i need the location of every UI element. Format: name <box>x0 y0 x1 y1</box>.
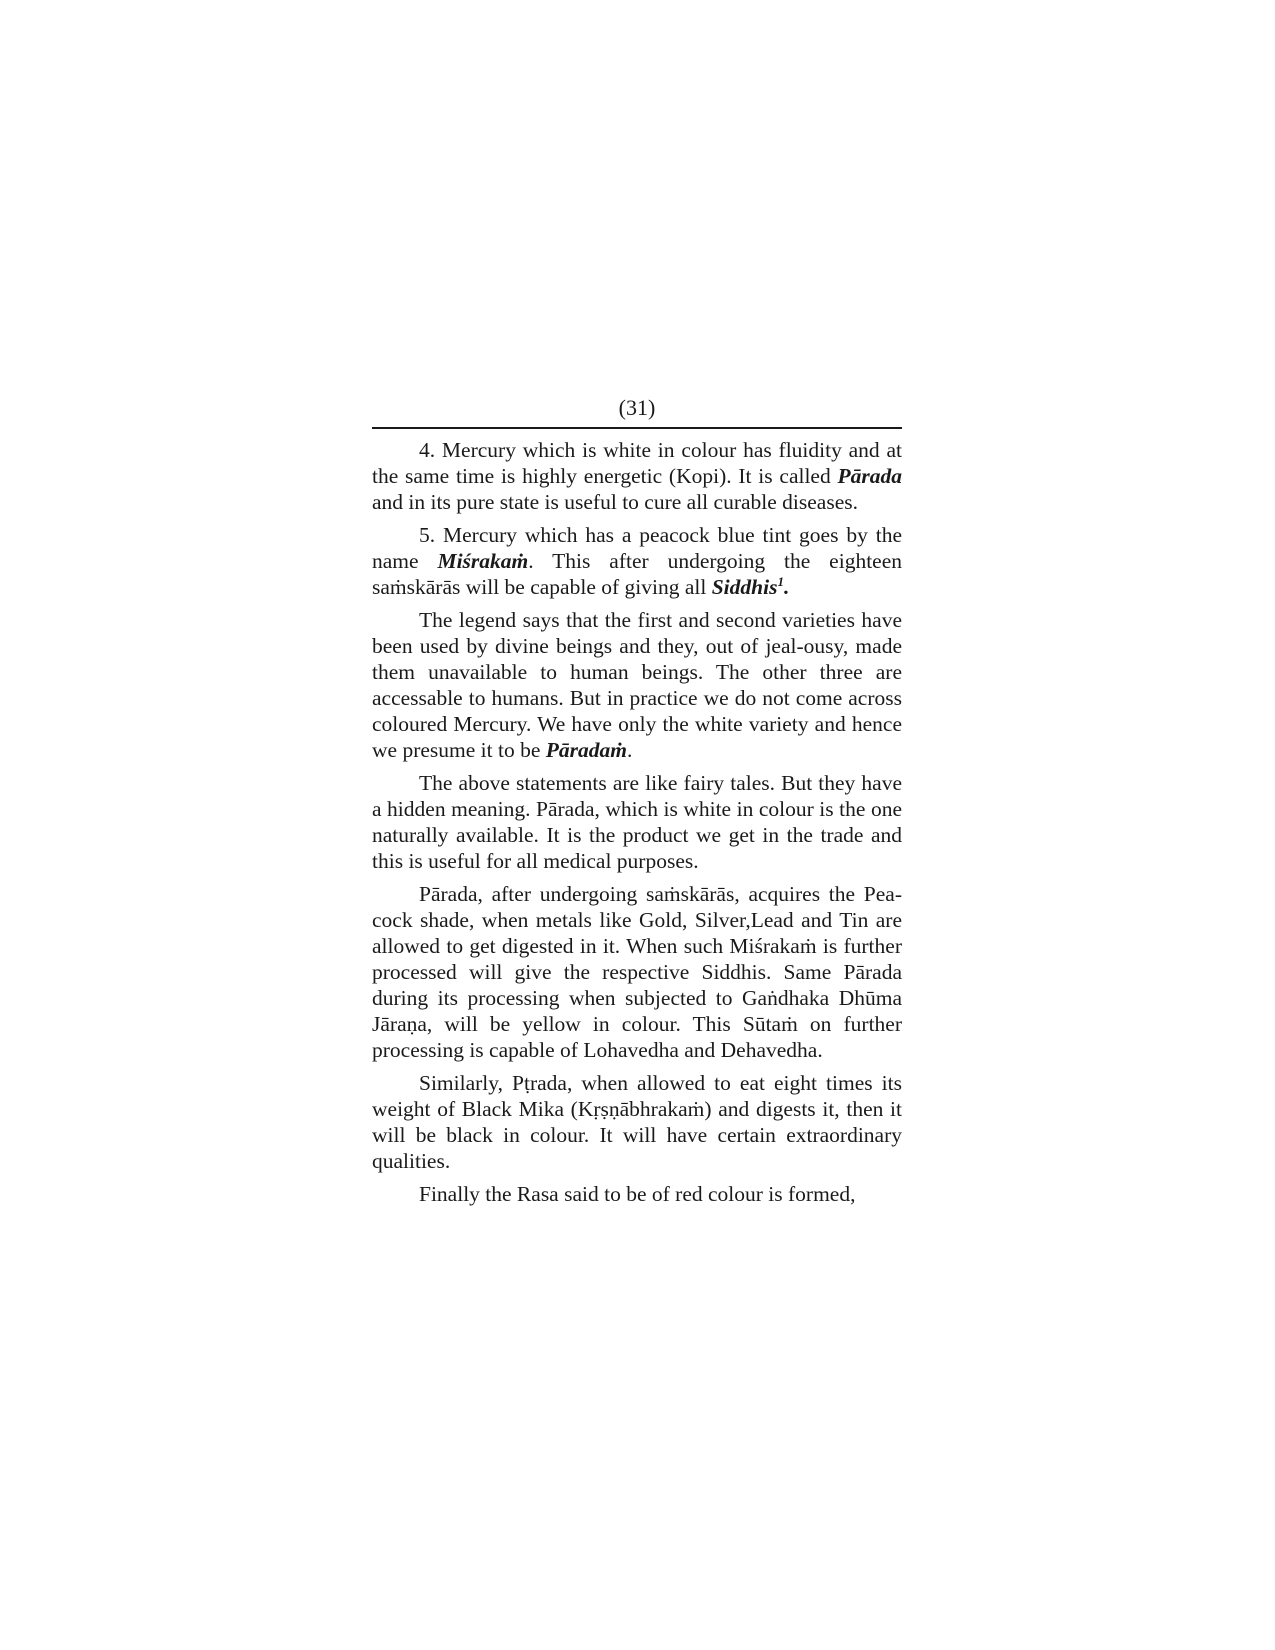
term-paradam: Pāradaṁ <box>545 738 627 762</box>
page-number: (31) <box>618 395 656 420</box>
text-run: . This after undergoing the eighteen saṁskārās will be capable of giving all <box>372 549 903 599</box>
text-run: Similarly, Pṭrada, when allowed to eat eight times its weight of Black Mika (Kṛṣṇābhrakaṁ) and digests it, then it will be black in colour. It will have certain extraordinary qualities. <box>372 1071 902 1173</box>
text-run: Pārada, after undergoing saṁskārās, acquires the Pea-cock shade, when metals like Gold, Silver,Lead and Tin are allowed to get digested in it. When such Miśrakaṁ is further processed will give the respective Siddhis. Same Pārada during its processing when subjected to Gaṅdhaka Dhūma Jāraṇa, will be yellow in colour. This Sūtaṁ on further processing is capable of Lohavedha and Dehavedha. <box>372 882 902 1062</box>
footnote-marker: 1 <box>777 573 784 589</box>
paragraph-samskaras <box>372 881 902 1063</box>
text-run: 5. Mercury which has a peacock blue tint goes by the name <box>372 523 902 573</box>
text-run: The legend says that the first and second varieties have been used by divine beings and they, out of jeal-ousy, made them unavailable to human beings. The other three are accessable to humans. But in practice we do not come across coloured Mercury. We have only the white variety and hence we presume it to be <box>372 608 902 762</box>
text-run: The above statements are like fairy tales. But they have a hidden meaning. Pārada, which is white in colour is the one naturally available. It is the product we get in the trade and this is useful for all medical purposes. <box>372 771 902 873</box>
text-column <box>372 437 902 1214</box>
term-parada: Pārada <box>837 464 902 488</box>
text-run: and in its pure state is useful to cure all curable diseases. <box>372 490 858 514</box>
paragraph-mercury-4 <box>372 437 902 515</box>
text-run: . <box>783 575 790 599</box>
text-run: . <box>626 738 633 762</box>
paragraph-legend <box>372 607 902 763</box>
paragraph-black-mika <box>372 1070 902 1174</box>
paragraph-red-rasa <box>372 1181 902 1207</box>
text-run: 4. Mercury which is white in colour has fluidity and at the same time is highly energetic (Kopi). It is called <box>372 438 902 488</box>
text-run: Finally the Rasa said to be of red colour is formed, <box>419 1182 856 1206</box>
term-misrakam: Miśrakaṁ <box>437 549 529 573</box>
term-siddhis: Siddhis <box>711 575 778 599</box>
header-rule <box>372 427 902 429</box>
paragraph-mercury-5 <box>372 522 902 600</box>
paragraph-fairy-tales <box>372 770 902 874</box>
